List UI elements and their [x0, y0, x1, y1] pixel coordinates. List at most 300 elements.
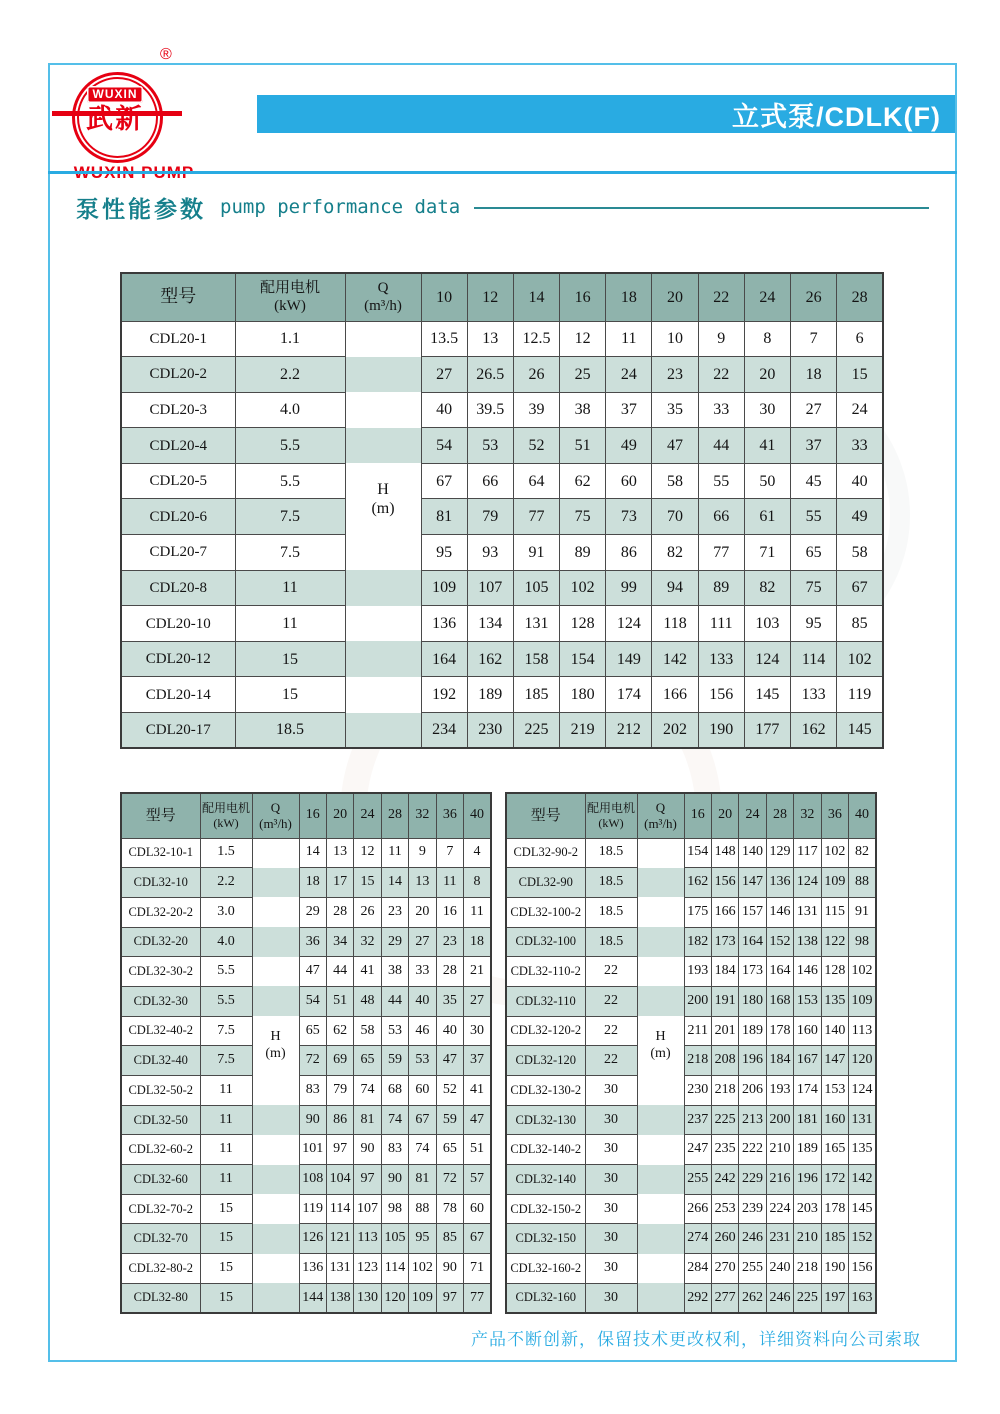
head-value-cell [684, 1224, 711, 1254]
motor-power-cell [235, 321, 345, 357]
table-row [121, 1194, 491, 1224]
head-value-cell [606, 428, 652, 464]
head-value-cell [766, 1283, 793, 1313]
head-value-cell [766, 1194, 793, 1224]
motor-power-cell-text: 4.0 [280, 401, 300, 419]
head-value-cell [409, 1254, 436, 1284]
head-value-cell [791, 428, 837, 464]
head-value-cell-text: 142 [663, 650, 688, 668]
head-value-cell [421, 535, 467, 571]
head-value-cell-text: 41 [470, 1081, 485, 1097]
head-value-cell-text: 255 [687, 1171, 709, 1186]
model-cell [121, 868, 200, 898]
head-value-cell-text: 68 [387, 1081, 402, 1097]
head-value-cell-text: 216 [769, 1171, 791, 1186]
head-value-cell [409, 1076, 436, 1106]
head-value-cell-text: 190 [824, 1260, 846, 1276]
head-value-cell [464, 1224, 491, 1254]
head-value-cell [464, 1254, 491, 1284]
head-value-cell-text: 69 [333, 1052, 348, 1068]
table-row [506, 1105, 876, 1135]
head-value-cell-text: 88 [415, 1200, 430, 1216]
head-value-cell [766, 868, 793, 898]
col-header-flow-value-text: 26 [805, 288, 822, 306]
head-value-cell-text: 211 [687, 1022, 708, 1038]
head-value-cell [837, 428, 883, 464]
model-cell-text: CDL32-160 [515, 1290, 576, 1305]
head-value-cell-text: 136 [769, 874, 791, 890]
head-value-cell [698, 677, 744, 713]
head-value-cell-text: 38 [574, 401, 591, 419]
head-value-cell-text: 149 [616, 650, 641, 668]
head-value-cell-text: 65 [305, 1022, 320, 1038]
head-value-cell [513, 535, 559, 571]
head-value-cell [744, 641, 790, 677]
table-row [506, 1194, 876, 1224]
table-row [121, 1135, 491, 1165]
head-value-cell [560, 357, 606, 393]
head-value-cell-text: 37 [620, 401, 637, 419]
table-row [121, 957, 491, 987]
flow-spacer-cell [252, 1135, 299, 1165]
col-header-flow-value-text: 14 [528, 288, 545, 306]
head-value-cell [560, 499, 606, 535]
head-value-cell-text: 77 [528, 508, 545, 526]
head-value-cell-text: 27 [805, 401, 822, 419]
head-value-cell-text: 73 [620, 508, 637, 526]
header-row [121, 273, 883, 321]
motor-power-cell-text: 11 [219, 1141, 233, 1157]
col-header-flow-value-text: 28 [772, 807, 787, 823]
head-value-cell-text: 15 [851, 365, 868, 383]
head-value-cell [711, 1046, 738, 1076]
flow-spacer-cell [637, 1076, 684, 1106]
section-title-rule [474, 207, 929, 209]
head-value-cell [409, 1165, 436, 1195]
col-header-motor [585, 793, 637, 838]
logo-chinese-characters: 武新 [86, 104, 144, 134]
head-value-cell [436, 1165, 463, 1195]
head-value-cell [326, 868, 353, 898]
motor-power-cell [200, 1165, 252, 1195]
head-value-cell-text: 10 [667, 330, 684, 348]
head-value-cell [821, 1105, 848, 1135]
head-value-cell-text: 90 [387, 1171, 402, 1186]
head-value-cell-text: 47 [470, 1111, 485, 1127]
flow-spacer-cell [637, 957, 684, 987]
col-header-model [121, 793, 200, 838]
head-value-cell-text: 21 [470, 963, 485, 979]
model-cell-text: CDL20-6 [149, 508, 207, 525]
motor-power-cell [585, 1165, 637, 1195]
head-value-cell [698, 463, 744, 499]
head-value-cell-text: 91 [528, 543, 545, 561]
head-value-cell [513, 463, 559, 499]
motor-power-cell-text: 11 [219, 1111, 233, 1127]
table-row [506, 1046, 876, 1076]
head-value-cell-text: 200 [687, 992, 709, 1008]
model-cell [506, 1165, 585, 1195]
model-cell [121, 392, 235, 428]
head-value-cell [381, 1194, 408, 1224]
head-value-cell-text: 72 [442, 1171, 457, 1186]
flow-spacer-cell [252, 838, 299, 868]
head-value-cell-text: 45 [805, 472, 822, 490]
motor-power-cell [200, 1016, 252, 1046]
model-cell-text: CDL20-3 [149, 401, 207, 418]
head-value-cell [744, 499, 790, 535]
head-value-cell [354, 1046, 381, 1076]
model-cell [121, 1105, 200, 1135]
head-value-cell-text: 146 [796, 963, 818, 979]
head-value-cell [409, 927, 436, 957]
head-value-cell-text: 74 [360, 1081, 375, 1097]
flow-spacer-cell [637, 1224, 684, 1254]
head-value-cell-text: 35 [667, 401, 684, 419]
head-value-cell [794, 1254, 821, 1284]
head-value-cell [421, 392, 467, 428]
head-value-cell-text: 58 [360, 1022, 375, 1038]
head-value-cell [606, 357, 652, 393]
head-value-cell-text: 109 [432, 579, 457, 597]
motor-power-cell-text: 1.1 [280, 330, 300, 348]
head-value-cell [299, 868, 326, 898]
col-header-flow-value-text: 32 [415, 807, 430, 823]
head-value-cell [711, 838, 738, 868]
head-value-cell [744, 463, 790, 499]
head-value-cell-text: 154 [570, 650, 595, 668]
head-value-cell-text: 177 [755, 721, 780, 739]
head-value-cell-text: 99 [620, 579, 637, 597]
head-value-cell-text: 52 [442, 1081, 457, 1097]
head-value-cell-text: 85 [442, 1230, 457, 1246]
head-value-cell-text: 51 [333, 992, 348, 1008]
head-value-cell-text: 18 [470, 933, 485, 949]
head-value-cell-text: 86 [620, 543, 637, 561]
head-value-cell-text: 230 [687, 1081, 709, 1097]
head-value-cell [299, 1016, 326, 1046]
head-value-cell-text: 109 [824, 874, 846, 890]
head-value-cell [436, 986, 463, 1016]
flow-spacer-cell [637, 986, 684, 1016]
motor-power-cell [235, 535, 345, 571]
col-header-flow [637, 793, 684, 838]
head-value-cell [849, 897, 876, 927]
head-value-cell [652, 357, 698, 393]
flow-spacer-cell [252, 927, 299, 957]
head-value-cell-text: 113 [357, 1230, 378, 1246]
col-header-motor-text: 配用电机 [259, 280, 320, 297]
motor-power-cell [235, 713, 345, 749]
head-value-cell [421, 641, 467, 677]
head-value-cell-text: 4 [473, 844, 481, 860]
head-value-cell [560, 570, 606, 606]
head-value-cell-text: 49 [851, 508, 868, 526]
motor-power-cell [235, 606, 345, 642]
head-value-cell [299, 957, 326, 987]
model-cell-text: CDL32-140 [515, 1171, 576, 1186]
model-cell-text: CDL32-10-1 [128, 845, 194, 860]
head-value-cell [409, 1105, 436, 1135]
head-value-cell-text: 53 [482, 436, 499, 454]
head-value-cell [421, 321, 467, 357]
head-value-cell-text: 67 [415, 1111, 430, 1127]
head-value-cell [354, 1283, 381, 1313]
head-value-cell-text: 35 [442, 992, 457, 1008]
head-value-cell [744, 570, 790, 606]
head-value-cell [436, 1046, 463, 1076]
table-row [121, 463, 883, 499]
model-cell [506, 897, 585, 927]
head-value-cell-text: 59 [387, 1052, 402, 1068]
motor-power-cell-text: 18.5 [598, 933, 624, 949]
head-value-cell [467, 463, 513, 499]
head-value-cell [436, 1076, 463, 1106]
head-value-cell [436, 1016, 463, 1046]
head-value-cell-text: 178 [769, 1022, 791, 1038]
head-value-cell-text: 193 [687, 963, 709, 979]
head-value-cell-text: 197 [824, 1289, 846, 1305]
flow-spacer-cell [637, 868, 684, 898]
motor-power-cell-text: 30 [604, 1081, 618, 1097]
head-value-cell [821, 1046, 848, 1076]
model-cell-text: CDL32-70 [133, 1231, 188, 1246]
flow-spacer-cell [637, 1135, 684, 1165]
motor-power-cell [585, 957, 637, 987]
head-value-cell-text: 27 [470, 992, 485, 1008]
head-value-cell-text: 142 [851, 1171, 873, 1186]
table-row [121, 838, 491, 868]
motor-power-cell-text: 15 [219, 1289, 233, 1305]
head-value-cell-text: 13 [333, 844, 348, 860]
head-value-cell-text: 79 [482, 508, 499, 526]
motor-power-cell-text: 18.5 [598, 844, 624, 860]
head-value-cell [354, 838, 381, 868]
model-cell [506, 1135, 585, 1165]
head-value-cell-text: 23 [387, 903, 402, 919]
head-value-cell [326, 1224, 353, 1254]
head-value-cell [837, 392, 883, 428]
head-value-cell [849, 927, 876, 957]
head-value-cell-text: 210 [796, 1230, 818, 1246]
head-value-cell-text: 270 [714, 1260, 736, 1276]
flow-spacer-cell [345, 428, 421, 464]
flow-spacer-cell [252, 897, 299, 927]
head-value-cell [513, 570, 559, 606]
head-value-cell [421, 499, 467, 535]
col-header-flow-value-text: 24 [745, 807, 760, 823]
col-header-flow-value [381, 793, 408, 838]
head-value-cell-text: 189 [478, 686, 503, 704]
cdl32-performance-table-right [505, 792, 877, 1314]
head-value-cell-text: 72 [305, 1052, 320, 1068]
head-unit-label [252, 1016, 299, 1075]
head-value-cell [698, 535, 744, 571]
motor-power-cell-text: 22 [604, 992, 618, 1008]
head-value-cell [326, 927, 353, 957]
head-value-cell [837, 535, 883, 571]
model-cell-text: CDL20-10 [145, 615, 211, 632]
head-value-cell-text: 124 [755, 650, 780, 668]
head-value-cell-text: 102 [570, 579, 595, 597]
head-unit-label-text: H [655, 1029, 666, 1045]
motor-power-cell [200, 1283, 252, 1313]
motor-power-cell [235, 641, 345, 677]
head-value-cell [436, 1135, 463, 1165]
head-value-cell [684, 897, 711, 927]
head-value-cell-text: 48 [360, 992, 375, 1008]
model-cell-text: CDL32-100-2 [510, 904, 582, 919]
motor-power-cell-text: 5.5 [217, 992, 235, 1008]
head-value-cell-text: 147 [824, 1052, 846, 1068]
head-value-cell-text: 26.5 [476, 365, 505, 383]
head-value-cell [409, 1224, 436, 1254]
flow-spacer-cell [345, 713, 421, 749]
flow-spacer-cell [252, 1254, 299, 1284]
head-value-cell [794, 1194, 821, 1224]
col-header-flow-value [436, 793, 463, 838]
model-cell-text: CDL20-2 [149, 366, 207, 383]
head-value-cell-text: 62 [574, 472, 591, 490]
table-row [121, 357, 883, 393]
series-banner [257, 95, 955, 133]
head-unit-label-text: (m) [265, 1045, 286, 1061]
head-value-cell [299, 1254, 326, 1284]
head-value-cell [354, 897, 381, 927]
head-value-cell-text: 210 [769, 1141, 791, 1157]
head-value-cell [560, 428, 606, 464]
col-header-flow-text: Q [270, 800, 281, 816]
head-value-cell [326, 897, 353, 927]
head-value-cell [381, 1283, 408, 1313]
motor-power-cell [585, 1016, 637, 1046]
head-value-cell [381, 1254, 408, 1284]
col-header-flow-value-text: 36 [827, 807, 842, 823]
head-value-cell [606, 606, 652, 642]
head-value-cell [299, 927, 326, 957]
head-value-cell-text: 162 [687, 874, 709, 890]
head-value-cell-text: 202 [663, 721, 688, 739]
head-value-cell-text: 57 [470, 1171, 485, 1186]
head-value-cell [606, 463, 652, 499]
head-value-cell-text: 114 [329, 1200, 351, 1216]
head-value-cell-text: 191 [714, 992, 736, 1008]
head-value-cell [821, 957, 848, 987]
head-value-cell-text: 40 [436, 401, 453, 419]
model-cell-text: CDL32-20 [133, 934, 188, 949]
head-value-cell [326, 1254, 353, 1284]
model-cell-text: CDL32-100 [515, 934, 576, 949]
head-value-cell-text: 136 [302, 1260, 324, 1276]
model-cell [121, 927, 200, 957]
head-value-cell-text: 153 [824, 1081, 846, 1097]
head-value-cell [381, 1224, 408, 1254]
col-header-flow-text: (m³/h) [259, 815, 292, 831]
motor-power-cell-text: 30 [604, 1260, 618, 1276]
model-cell [506, 927, 585, 957]
head-value-cell-text: 124 [851, 1081, 873, 1097]
head-value-cell [837, 321, 883, 357]
model-cell [121, 1076, 200, 1106]
head-value-cell [684, 1076, 711, 1106]
motor-power-cell-text: 2.2 [280, 365, 300, 383]
col-header-flow-value-text: 40 [855, 807, 870, 823]
model-cell [121, 713, 235, 749]
table-row [121, 321, 883, 357]
head-value-cell [739, 1283, 766, 1313]
head-value-cell-text: 148 [714, 844, 736, 860]
col-header-flow-value [421, 273, 467, 321]
motor-power-cell [585, 838, 637, 868]
head-value-cell-text: 15 [360, 874, 375, 890]
flow-spacer-cell [252, 1194, 299, 1224]
head-value-cell [560, 463, 606, 499]
motor-power-cell-text: 15 [219, 1260, 233, 1276]
head-value-cell-text: 119 [302, 1200, 323, 1216]
head-value-cell [766, 1105, 793, 1135]
head-value-cell [409, 1016, 436, 1046]
motor-power-cell [200, 1224, 252, 1254]
flow-spacer-cell [345, 641, 421, 677]
motor-power-cell-text: 30 [604, 1141, 618, 1157]
head-value-cell [652, 535, 698, 571]
head-value-cell [837, 357, 883, 393]
head-value-cell-text: 181 [796, 1111, 818, 1127]
head-value-cell-text: 160 [796, 1022, 818, 1038]
head-value-cell-text: 71 [759, 543, 776, 561]
head-value-cell [409, 1135, 436, 1165]
head-value-cell [652, 321, 698, 357]
motor-power-cell [200, 1135, 252, 1165]
motor-power-cell-text: 18.5 [598, 874, 624, 890]
table-row [506, 1076, 876, 1106]
motor-power-cell [585, 1254, 637, 1284]
head-value-cell-text: 40 [442, 1022, 457, 1038]
head-value-cell-text: 9 [717, 330, 726, 348]
head-value-cell-text: 33 [713, 401, 730, 419]
head-value-cell [381, 838, 408, 868]
model-cell [506, 1283, 585, 1313]
head-value-cell [409, 838, 436, 868]
head-value-cell-text: 55 [805, 508, 822, 526]
head-value-cell-text: 46 [415, 1022, 430, 1038]
col-header-flow-value-text: 32 [800, 807, 815, 823]
head-value-cell [821, 838, 848, 868]
head-value-cell [421, 570, 467, 606]
col-header-motor-text: 配用电机 [586, 801, 635, 816]
head-value-cell [326, 1016, 353, 1046]
flow-spacer-cell [637, 1254, 684, 1284]
head-value-cell [467, 392, 513, 428]
head-value-cell-text: 178 [824, 1200, 846, 1216]
head-value-cell-text: 58 [667, 472, 684, 490]
head-value-cell-text: 111 [709, 614, 733, 632]
head-value-cell-text: 93 [482, 543, 499, 561]
head-value-cell-text: 218 [714, 1081, 736, 1097]
head-value-cell [436, 1254, 463, 1284]
head-value-cell [381, 1165, 408, 1195]
head-value-cell-text: 28 [333, 903, 348, 919]
head-value-cell [821, 897, 848, 927]
col-header-flow-value-text: 18 [620, 288, 637, 306]
model-cell [121, 606, 235, 642]
head-value-cell-text: 230 [478, 721, 503, 739]
head-value-cell [766, 838, 793, 868]
motor-power-cell [585, 897, 637, 927]
motor-power-cell-text: 11 [282, 614, 298, 632]
head-value-cell [354, 1224, 381, 1254]
head-value-cell [606, 570, 652, 606]
